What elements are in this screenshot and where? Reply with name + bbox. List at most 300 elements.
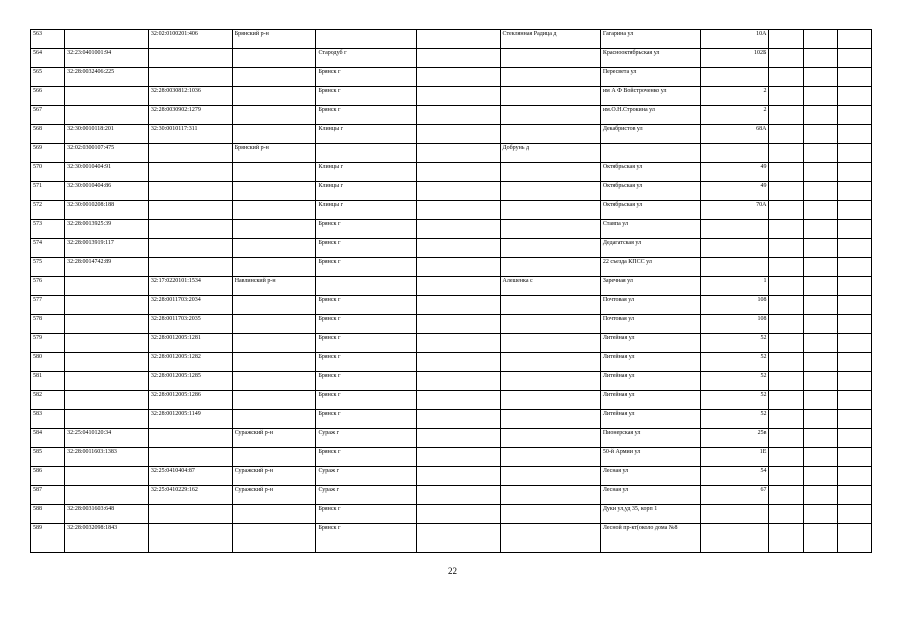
street-cell: Лесной пр-кт(около дома №8 — [600, 524, 700, 553]
city-cell: Брянск г — [316, 68, 416, 87]
village-cell — [500, 524, 600, 553]
cadastral-number-cell — [65, 106, 149, 125]
table-row — [31, 391, 872, 410]
table-row — [31, 429, 872, 448]
street-cell: Дуки ул,уд 35, корп 1 — [600, 505, 700, 524]
empty-cell — [803, 372, 837, 391]
city-cell: Брянск г — [316, 296, 416, 315]
empty-cell — [769, 372, 803, 391]
empty-cell — [837, 49, 871, 68]
empty-cell — [769, 258, 803, 277]
empty-cell — [803, 87, 837, 106]
city-cell: Сураж г — [316, 429, 416, 448]
street-cell: Гагарина ул — [600, 30, 700, 49]
house-number-cell — [701, 220, 769, 239]
empty-cell — [837, 220, 871, 239]
city-cell: Брянск г — [316, 448, 416, 467]
table-row — [31, 106, 872, 125]
street-cell: Лесная ул — [600, 486, 700, 505]
empty-cell — [769, 315, 803, 334]
row-number-cell: 579 — [31, 334, 65, 353]
district-cell — [232, 372, 316, 391]
city-cell — [316, 144, 416, 163]
house-number-cell — [701, 505, 769, 524]
empty-cell — [769, 201, 803, 220]
street-cell: Октябрьская ул — [600, 201, 700, 220]
empty-cell — [769, 486, 803, 505]
district-cell — [232, 49, 316, 68]
empty-cell — [803, 106, 837, 125]
row-number-cell: 565 — [31, 68, 65, 87]
district-cell — [232, 87, 316, 106]
empty-cell — [803, 315, 837, 334]
building-cadastral-number-cell: 32:28:0030902:1279 — [148, 106, 232, 125]
street-cell: Пионерская ул — [600, 429, 700, 448]
house-number-cell: 102Б — [701, 49, 769, 68]
street-cell: Почтовая ул — [600, 296, 700, 315]
empty-cell — [769, 144, 803, 163]
empty-cell — [769, 106, 803, 125]
village-cell — [500, 182, 600, 201]
table-row — [31, 505, 872, 524]
empty-cell — [837, 505, 871, 524]
street-cell: Литейная ул — [600, 391, 700, 410]
empty-cell — [416, 410, 500, 429]
village-cell: Алешенка с — [500, 277, 600, 296]
cadastral-number-cell — [65, 30, 149, 49]
cadastral-number-cell — [65, 467, 149, 486]
empty-cell — [837, 144, 871, 163]
row-number-cell: 582 — [31, 391, 65, 410]
village-cell: Стеклянная Радица д — [500, 30, 600, 49]
empty-cell — [769, 239, 803, 258]
city-cell: Брянск г — [316, 87, 416, 106]
empty-cell — [416, 30, 500, 49]
city-cell: Брянск г — [316, 505, 416, 524]
district-cell — [232, 353, 316, 372]
empty-cell — [416, 68, 500, 87]
table-row — [31, 163, 872, 182]
district-cell: Брянский р-н — [232, 30, 316, 49]
empty-cell — [837, 239, 871, 258]
city-cell: Брянск г — [316, 258, 416, 277]
empty-cell — [769, 391, 803, 410]
empty-cell — [837, 125, 871, 144]
table-row — [31, 182, 872, 201]
empty-cell — [803, 467, 837, 486]
cadastral-number-cell — [65, 353, 149, 372]
table-row — [31, 524, 872, 553]
table-row — [31, 87, 872, 106]
building-cadastral-number-cell: 32:28:0012005:1281 — [148, 334, 232, 353]
cadastral-number-cell — [65, 334, 149, 353]
village-cell — [500, 505, 600, 524]
empty-cell — [416, 125, 500, 144]
table-row — [31, 258, 872, 277]
house-number-cell: 10А — [701, 30, 769, 49]
building-cadastral-number-cell: 32:25:0410404:87 — [148, 467, 232, 486]
empty-cell — [416, 505, 500, 524]
empty-cell — [416, 429, 500, 448]
empty-cell — [803, 49, 837, 68]
cadastral-number-cell: 32:25:0410120:34 — [65, 429, 149, 448]
empty-cell — [837, 258, 871, 277]
empty-cell — [803, 486, 837, 505]
table-row — [31, 68, 872, 87]
empty-cell — [837, 353, 871, 372]
cadastral-number-cell: 32:28:0014742:89 — [65, 258, 149, 277]
city-cell: Клинцы г — [316, 125, 416, 144]
cadastral-number-cell: 32:28:0011603:1383 — [65, 448, 149, 467]
district-cell — [232, 410, 316, 429]
table-row — [31, 353, 872, 372]
district-cell — [232, 448, 316, 467]
building-cadastral-number-cell — [148, 220, 232, 239]
row-number-cell: 570 — [31, 163, 65, 182]
cadastral-number-cell — [65, 486, 149, 505]
row-number-cell: 568 — [31, 125, 65, 144]
village-cell — [500, 49, 600, 68]
empty-cell — [803, 296, 837, 315]
empty-cell — [837, 296, 871, 315]
house-number-cell: 49 — [701, 182, 769, 201]
building-cadastral-number-cell: 32:28:0030812:1036 — [148, 87, 232, 106]
district-cell — [232, 106, 316, 125]
house-number-cell: 52 — [701, 353, 769, 372]
building-cadastral-number-cell: 32:17:0220101:1534 — [148, 277, 232, 296]
empty-cell — [837, 30, 871, 49]
village-cell — [500, 201, 600, 220]
empty-cell — [416, 391, 500, 410]
empty-cell — [769, 163, 803, 182]
table-body — [31, 30, 872, 553]
district-cell — [232, 296, 316, 315]
district-cell — [232, 220, 316, 239]
district-cell — [232, 505, 316, 524]
row-number-cell: 578 — [31, 315, 65, 334]
city-cell: Сураж г — [316, 467, 416, 486]
table-row — [31, 334, 872, 353]
empty-cell — [769, 334, 803, 353]
street-cell: Литейная ул — [600, 372, 700, 391]
table-row — [31, 315, 872, 334]
street-cell: им.О.Н.Строкина ул — [600, 106, 700, 125]
village-cell — [500, 125, 600, 144]
empty-cell — [837, 448, 871, 467]
empty-cell — [837, 163, 871, 182]
empty-cell — [769, 277, 803, 296]
district-cell — [232, 334, 316, 353]
city-cell: Клинцы г — [316, 182, 416, 201]
empty-cell — [837, 410, 871, 429]
cadastral-number-cell — [65, 410, 149, 429]
house-number-cell: 68А — [701, 125, 769, 144]
city-cell: Брянск г — [316, 391, 416, 410]
street-cell: Декабристов ул — [600, 125, 700, 144]
table-row — [31, 30, 872, 49]
row-number-cell: 589 — [31, 524, 65, 553]
table-row — [31, 239, 872, 258]
empty-cell — [803, 353, 837, 372]
street-cell — [600, 144, 700, 163]
house-number-cell — [701, 68, 769, 87]
cadastral-number-cell: 32:02:0300107:475 — [65, 144, 149, 163]
empty-cell — [837, 106, 871, 125]
empty-cell — [416, 467, 500, 486]
building-cadastral-number-cell: 32:28:0011703:2034 — [148, 296, 232, 315]
building-cadastral-number-cell — [148, 258, 232, 277]
empty-cell — [803, 524, 837, 553]
cadastral-number-cell: 32:23:0401001:94 — [65, 49, 149, 68]
row-number-cell: 567 — [31, 106, 65, 125]
building-cadastral-number-cell — [148, 201, 232, 220]
cadastral-number-cell — [65, 296, 149, 315]
house-number-cell: 1Е — [701, 448, 769, 467]
empty-cell — [803, 239, 837, 258]
empty-cell — [769, 182, 803, 201]
cadastral-number-cell — [65, 315, 149, 334]
building-cadastral-number-cell — [148, 448, 232, 467]
street-cell: Краснооктябрьская ул — [600, 49, 700, 68]
row-number-cell: 573 — [31, 220, 65, 239]
row-number-cell: 577 — [31, 296, 65, 315]
cadastral-number-cell: 32:28:0032406:225 — [65, 68, 149, 87]
house-number-cell: 67 — [701, 486, 769, 505]
street-cell: 50-й Армии ул — [600, 448, 700, 467]
empty-cell — [803, 448, 837, 467]
empty-cell — [416, 239, 500, 258]
city-cell: Брянск г — [316, 524, 416, 553]
table-row — [31, 125, 872, 144]
table-row — [31, 144, 872, 163]
empty-cell — [416, 106, 500, 125]
empty-cell — [416, 296, 500, 315]
empty-cell — [803, 429, 837, 448]
row-number-cell: 584 — [31, 429, 65, 448]
row-number-cell: 581 — [31, 372, 65, 391]
empty-cell — [769, 467, 803, 486]
row-number-cell: 583 — [31, 410, 65, 429]
house-number-cell: 25в — [701, 429, 769, 448]
city-cell: Брянск г — [316, 334, 416, 353]
empty-cell — [416, 277, 500, 296]
row-number-cell: 563 — [31, 30, 65, 49]
house-number-cell — [701, 258, 769, 277]
empty-cell — [837, 391, 871, 410]
district-cell — [232, 182, 316, 201]
city-cell: Брянск г — [316, 410, 416, 429]
city-cell: Брянск г — [316, 372, 416, 391]
table-row — [31, 467, 872, 486]
empty-cell — [803, 505, 837, 524]
street-cell: Литейная ул — [600, 410, 700, 429]
empty-cell — [416, 201, 500, 220]
empty-cell — [416, 372, 500, 391]
street-cell: Ставпа ул — [600, 220, 700, 239]
row-number-cell: 564 — [31, 49, 65, 68]
empty-cell — [837, 429, 871, 448]
empty-cell — [769, 524, 803, 553]
building-cadastral-number-cell — [148, 68, 232, 87]
empty-cell — [416, 334, 500, 353]
empty-cell — [803, 258, 837, 277]
row-number-cell: 587 — [31, 486, 65, 505]
empty-cell — [837, 201, 871, 220]
cadastral-number-cell: 32:30:0010208:188 — [65, 201, 149, 220]
city-cell: Клинцы г — [316, 163, 416, 182]
village-cell — [500, 448, 600, 467]
cadastral-number-cell — [65, 277, 149, 296]
street-cell: им А Ф Войстроченко ул — [600, 87, 700, 106]
table-row — [31, 372, 872, 391]
street-cell: Заречная ул — [600, 277, 700, 296]
building-cadastral-number-cell — [148, 239, 232, 258]
cadastral-number-cell: 32:28:0013925:39 — [65, 220, 149, 239]
empty-cell — [803, 410, 837, 429]
empty-cell — [837, 315, 871, 334]
cadastral-number-cell: 32:28:0032098:1843 — [65, 524, 149, 553]
empty-cell — [769, 353, 803, 372]
house-number-cell: 1 — [701, 277, 769, 296]
street-cell: Почтовая ул — [600, 315, 700, 334]
empty-cell — [837, 68, 871, 87]
empty-cell — [803, 182, 837, 201]
table-row — [31, 277, 872, 296]
village-cell — [500, 106, 600, 125]
empty-cell — [837, 277, 871, 296]
village-cell — [500, 258, 600, 277]
empty-cell — [803, 125, 837, 144]
empty-cell — [837, 467, 871, 486]
empty-cell — [769, 429, 803, 448]
cadastral-number-cell — [65, 87, 149, 106]
building-cadastral-number-cell — [148, 505, 232, 524]
district-cell — [232, 524, 316, 553]
cadastral-number-cell: 32:28:0031603:648 — [65, 505, 149, 524]
street-cell: Литейная ул — [600, 353, 700, 372]
house-number-cell: 70А — [701, 201, 769, 220]
empty-cell — [769, 410, 803, 429]
empty-cell — [769, 125, 803, 144]
building-cadastral-number-cell: 32:30:0010117:311 — [148, 125, 232, 144]
house-number-cell — [701, 144, 769, 163]
empty-cell — [769, 49, 803, 68]
empty-cell — [416, 315, 500, 334]
empty-cell — [416, 163, 500, 182]
row-number-cell: 566 — [31, 87, 65, 106]
empty-cell — [803, 30, 837, 49]
district-cell: Брянский р-н — [232, 144, 316, 163]
city-cell: Клинцы г — [316, 201, 416, 220]
row-number-cell: 585 — [31, 448, 65, 467]
building-cadastral-number-cell: 32:28:0012005:1149 — [148, 410, 232, 429]
district-cell — [232, 68, 316, 87]
house-number-cell: 54 — [701, 467, 769, 486]
village-cell — [500, 391, 600, 410]
empty-cell — [769, 296, 803, 315]
district-cell: Суражский р-н — [232, 486, 316, 505]
table-row — [31, 410, 872, 429]
table-row — [31, 486, 872, 505]
row-number-cell: 575 — [31, 258, 65, 277]
table-row — [31, 448, 872, 467]
row-number-cell: 580 — [31, 353, 65, 372]
house-number-cell: 52 — [701, 334, 769, 353]
district-cell — [232, 258, 316, 277]
district-cell — [232, 391, 316, 410]
city-cell — [316, 30, 416, 49]
house-number-cell: 108 — [701, 315, 769, 334]
street-cell: Пересвета ул — [600, 68, 700, 87]
building-cadastral-number-cell — [148, 182, 232, 201]
village-cell: Добрунь д — [500, 144, 600, 163]
village-cell — [500, 296, 600, 315]
empty-cell — [803, 277, 837, 296]
district-cell: Суражский р-н — [232, 467, 316, 486]
table-row — [31, 49, 872, 68]
district-cell — [232, 315, 316, 334]
district-cell — [232, 125, 316, 144]
empty-cell — [769, 68, 803, 87]
empty-cell — [803, 163, 837, 182]
house-number-cell — [701, 524, 769, 553]
cadastral-number-cell — [65, 391, 149, 410]
house-number-cell: 2 — [701, 87, 769, 106]
empty-cell — [416, 144, 500, 163]
empty-cell — [416, 524, 500, 553]
village-cell — [500, 429, 600, 448]
street-cell: Литейная ул — [600, 334, 700, 353]
building-cadastral-number-cell: 32:02:0100201:406 — [148, 30, 232, 49]
district-cell — [232, 163, 316, 182]
page-number: 22 — [448, 566, 457, 576]
empty-cell — [837, 182, 871, 201]
building-cadastral-number-cell: 32:28:0011703:2035 — [148, 315, 232, 334]
table-row — [31, 220, 872, 239]
empty-cell — [769, 505, 803, 524]
building-cadastral-number-cell: 32:28:0012005:1282 — [148, 353, 232, 372]
empty-cell — [416, 182, 500, 201]
building-cadastral-number-cell: 32:28:0012005:1285 — [148, 372, 232, 391]
empty-cell — [803, 68, 837, 87]
empty-cell — [803, 334, 837, 353]
empty-cell — [837, 524, 871, 553]
empty-cell — [416, 49, 500, 68]
building-cadastral-number-cell — [148, 429, 232, 448]
empty-cell — [416, 258, 500, 277]
city-cell: Сураж г — [316, 486, 416, 505]
building-cadastral-number-cell — [148, 163, 232, 182]
city-cell: Брянск г — [316, 106, 416, 125]
empty-cell — [803, 391, 837, 410]
house-number-cell: 52 — [701, 372, 769, 391]
house-number-cell: 52 — [701, 391, 769, 410]
building-cadastral-number-cell — [148, 524, 232, 553]
village-cell — [500, 372, 600, 391]
cadastral-number-cell: 32:30:0010118:201 — [65, 125, 149, 144]
row-number-cell: 571 — [31, 182, 65, 201]
village-cell — [500, 68, 600, 87]
street-cell: 22 съезда КПСС ул — [600, 258, 700, 277]
village-cell — [500, 334, 600, 353]
city-cell — [316, 277, 416, 296]
district-cell — [232, 201, 316, 220]
building-cadastral-number-cell — [148, 49, 232, 68]
table-row — [31, 296, 872, 315]
row-number-cell: 574 — [31, 239, 65, 258]
empty-cell — [803, 201, 837, 220]
empty-cell — [416, 353, 500, 372]
